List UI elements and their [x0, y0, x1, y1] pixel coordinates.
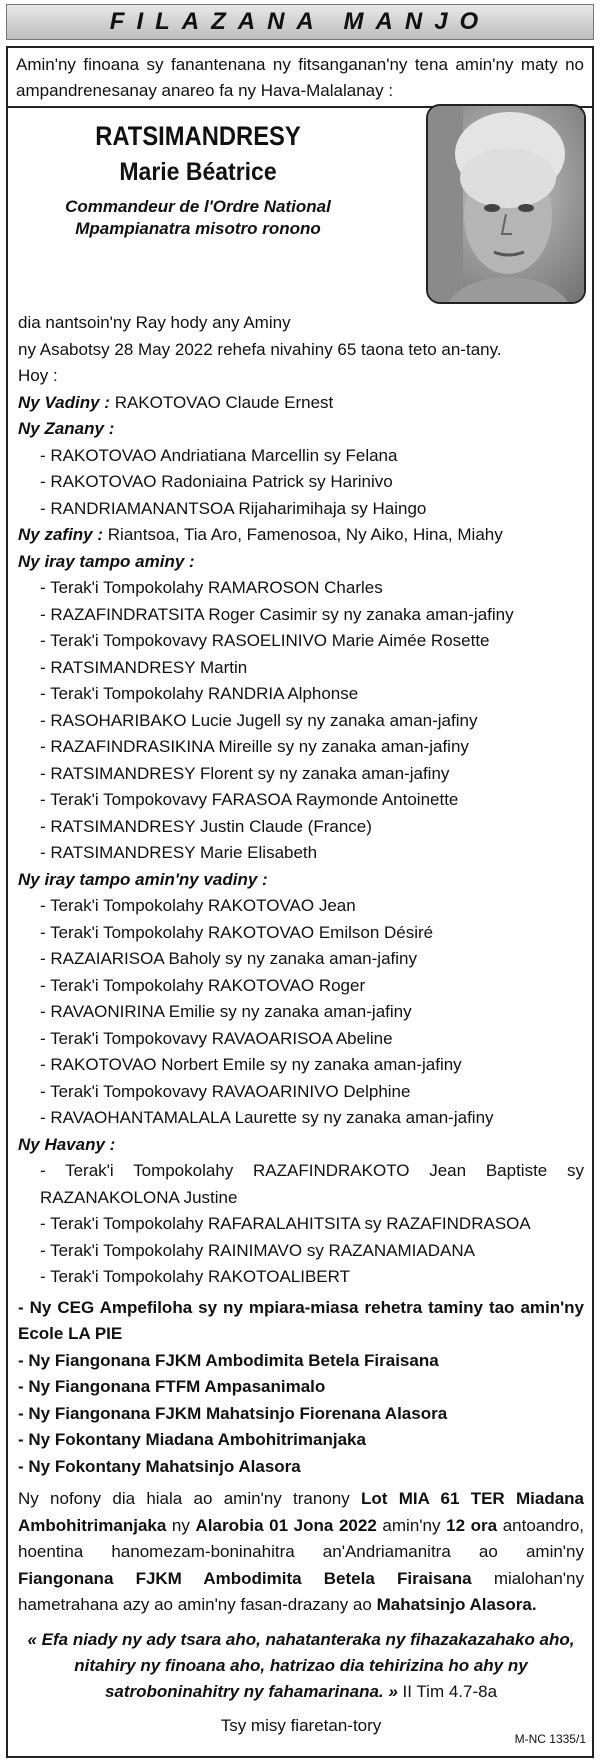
obituary-frame [6, 46, 594, 1758]
burial-place: Mahatsinjo Alasora. [376, 1595, 537, 1614]
announcement-line-2: ny Asabotsy 28 May 2022 rehefa nivahiny 65 taona teto an-tany. [18, 339, 502, 359]
tampo-vadiny-label: Ny iray tampo amin'ny vadiny : [18, 869, 268, 889]
vadiny-row [18, 390, 584, 417]
list-item: - RAZAFINDRATSITA Roger Casimir sy ny zanaka aman-jafiny [40, 604, 514, 624]
list-item: - Terak'i Tompokovavy RASOELINIVO Marie Aimée Rosette [40, 631, 490, 650]
vadiny-value: RAKOTOVAO Claude Ernest [114, 392, 334, 412]
list-item: - RAZAFINDRASIKINA Mireille sy ny zanaka aman-jafiny [40, 737, 469, 756]
institution-item: - Ny Fiangonana FTFM Ampasanimalo [18, 1377, 326, 1396]
list-item: - Terak'i Tompokovavy RAVAOARINIVO Delphine [40, 1081, 411, 1101]
bible-quote [18, 1627, 584, 1705]
list-item: - RANDRIAMANANTSOA Rijaharimihaja sy Haingo [40, 498, 427, 518]
zafiny-value: Riantsoa, Tia Aro, Famenosoa, Ny Aiko, Hina, Miahy [107, 525, 503, 544]
footer-note: Tsy misy fiaretan-tory [220, 1715, 382, 1735]
zafiny-label: Ny zafiny : [18, 525, 104, 544]
header-banner [6, 4, 594, 40]
burial-text: amin'ny [376, 1515, 447, 1535]
list-item: - RAKOTOVAO Andriatiana Marcellin sy Felana [40, 445, 398, 465]
list-item: - Terak'i Tompokovavy FARASOA Raymonde Antoinette [40, 790, 459, 809]
burial-text: Ny nofony dia hiala ao amin'ny tranony [18, 1489, 362, 1508]
quote-reference: II Tim 4.7-8a [402, 1681, 498, 1701]
list-item: - RAVAONIRINA Emilie sy ny zanaka aman-jafiny [40, 1002, 412, 1021]
burial-text: antoandro, hoentina hanomezam-boninahitra an'Andriamanitra ao amin'ny [18, 1515, 585, 1561]
burial-address: Lot MIA 61 TER Miadana Ambohitrimanjaka [18, 1489, 584, 1535]
list-item: - Terak'i Tompokolahy RAMAROSON Charles [40, 578, 383, 597]
zafiny-row [18, 522, 584, 549]
announcement-line-1: dia nantsoin'ny Ray hody any Aminy [18, 313, 291, 332]
announcement-hoy: Hoy : [18, 366, 58, 385]
list-item: - RAKOTOVAO Norbert Emile sy ny zanaka aman-jafiny [40, 1055, 462, 1074]
list-item: - RAVAOHANTAMALALA Laurette sy ny zanaka aman-jafiny [40, 1108, 494, 1127]
havany-label: Ny Havany : [18, 1134, 116, 1154]
burial-church: Fiangonana FJKM Ambodimita Betela Firaisana [18, 1568, 472, 1588]
burial-date: Alarobia 01 Jona 2022 [195, 1515, 377, 1535]
tampo-aminy-label: Ny iray tampo aminy : [18, 551, 195, 571]
list-item: - Terak'i Tompokovavy RAVAOARISOA Abeline [40, 1028, 393, 1048]
list-item: - RAKOTOVAO Radoniaina Patrick sy Harinivo [40, 472, 393, 491]
institution-item: - Ny Fokontany Miadana Ambohitrimanjaka [18, 1430, 366, 1449]
deceased-photo [426, 104, 586, 304]
burial-text: ny [166, 1515, 196, 1535]
list-item: - RATSIMANDRESY Marie Elisabeth [40, 843, 318, 862]
list-item: - Terak'i Tompokolahy RAKOTOALIBERT [40, 1267, 351, 1286]
institution-item: - Ny Fiangonana FJKM Ambodimita Betela Firaisana [18, 1350, 439, 1370]
body-text [18, 310, 584, 1739]
deceased-surname: RATSIMANDRESY [95, 121, 301, 151]
deceased-firstname: Marie Béatrice [119, 158, 277, 186]
institution-item: - Ny Fokontany Mahatsinjo Alasora [18, 1456, 301, 1476]
list-item: - Terak'i Tompokolahy RAINIMAVO sy RAZANAMIADANA [40, 1240, 475, 1260]
list-item: - RASOHARIBAKO Lucie Jugell sy ny zanaka aman-jafiny [40, 710, 478, 730]
list-item: - Terak'i Tompokolahy RAKOTOVAO Jean [40, 896, 356, 915]
deceased-title-2: Mpampianatra misotro ronono [75, 219, 321, 238]
quote-text: « Efa niady ny ady tsara aho, nahatanteraka ny fihazakazahako aho, nitahiry ny finoana aho, hatrizao dia tehirizina ho ahy ny satroboninahitry ny fahamarinana. » [27, 1629, 575, 1701]
burial-text: mialohan'ny hametrahana azy ao amin'ny fasan-drazany ao [18, 1568, 585, 1614]
zanany-label: Ny Zanany : [18, 419, 115, 438]
list-item: - RATSIMANDRESY Justin Claude (France) [40, 816, 372, 836]
list-item: - RATSIMANDRESY Florent sy ny zanaka aman-jafiny [40, 763, 450, 783]
deceased-title-1: Commandeur de l'Ordre National [65, 197, 331, 216]
vadiny-label: Ny Vadiny : [18, 392, 110, 412]
list-item: - Terak'i Tompokolahy RAKOTOVAO Roger [40, 975, 366, 995]
deceased-name-block [18, 118, 378, 240]
list-item: - RATSIMANDRESY Martin [40, 657, 248, 677]
reference-code: M-NC 1335/1 [514, 1732, 586, 1746]
institution-item: - Ny CEG Ampefiloha sy ny mpiara-miasa rehetra taminy tao amin'ny Ecole LA PIE [18, 1297, 584, 1343]
intro-text: Amin'ny finoana sy fanantenana ny fitsanganan'ny tena amin'ny maty no ampandrenesanay anareo fa ny Hava-Malalanay : [8, 48, 592, 108]
institution-item: - Ny Fiangonana FJKM Mahatsinjo Fiorenana Alasora [18, 1403, 448, 1423]
burial-paragraph [18, 1486, 584, 1619]
list-item: - Terak'i Tompokolahy RANDRIA Alphonse [40, 684, 359, 703]
list-item: - RAZAIARISOA Baholy sy ny zanaka aman-jafiny [40, 949, 417, 968]
list-item: - Terak'i Tompokolahy RAZAFINDRAKOTO Jean Baptiste sy RAZANAKOLONA Justine [40, 1161, 584, 1207]
burial-time: 12 ora [446, 1515, 498, 1535]
header-title: FILAZANA MANJO [109, 8, 491, 35]
list-item: - Terak'i Tompokolahy RAFARALAHITSITA sy RAZAFINDRASOA [40, 1214, 531, 1233]
list-item: - Terak'i Tompokolahy RAKOTOVAO Emilson Désiré [40, 922, 434, 942]
